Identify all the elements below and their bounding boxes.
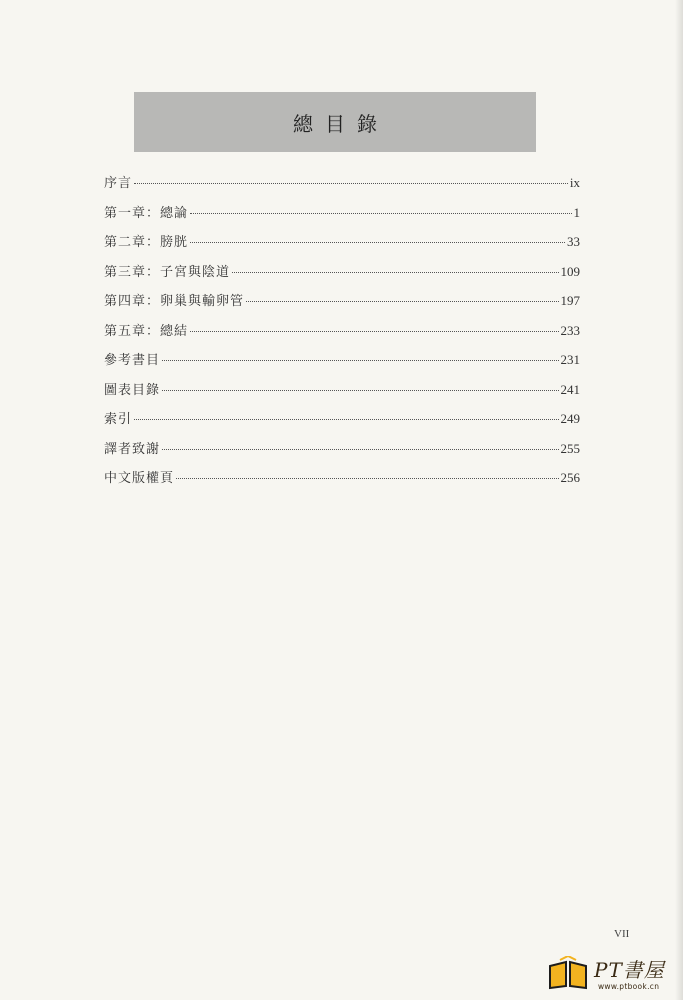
toc-entry	[104, 349, 580, 379]
toc-entry-page: ix	[569, 175, 580, 190]
toc-entry-label: 第三章：子宮與陰道	[104, 264, 231, 280]
toc-entry-page: 256	[560, 470, 580, 485]
toc-entry	[104, 408, 580, 438]
page-number: VII	[614, 928, 630, 940]
page-title: 總目錄	[293, 111, 389, 136]
toc-entry	[104, 320, 580, 350]
toc-dot-leader	[176, 478, 558, 479]
toc-entry-page: 233	[560, 322, 580, 338]
watermark-brand: PT書屋	[594, 958, 665, 982]
toc-dot-leader	[162, 360, 558, 361]
toc-entry-label: 第一章：總論	[104, 205, 189, 221]
toc-entry-label: 索引	[104, 412, 133, 427]
toc-entry	[104, 379, 580, 409]
watermark-url: www.ptbook.cn	[598, 982, 660, 991]
toc-entry	[104, 467, 580, 497]
toc-entry	[104, 261, 580, 291]
toc-entry	[104, 202, 580, 232]
toc-entry	[104, 231, 580, 261]
toc-dot-leader	[232, 272, 558, 273]
toc-entry-label: 譯者致謝	[104, 441, 161, 457]
toc-entry-page: 241	[560, 381, 580, 397]
toc-entry	[104, 438, 580, 468]
toc-entry-page: 231	[560, 352, 580, 367]
toc-entry-label: 第四章：卵巢與輸卵管	[104, 294, 245, 309]
toc-entry-label: 參考書目	[104, 353, 161, 368]
toc-entry-label: 圖表目錄	[104, 382, 161, 398]
publisher-watermark	[548, 950, 676, 996]
toc-entry-page: 1	[573, 204, 580, 220]
toc-dot-leader	[190, 331, 558, 332]
toc-entry-page: 255	[560, 440, 580, 456]
toc-entry-label: 第五章：總結	[104, 323, 189, 339]
toc-dot-leader	[162, 390, 558, 391]
toc-dot-leader	[134, 419, 558, 420]
toc-entry	[104, 290, 580, 320]
toc-entry-label: 第二章：膀胱	[104, 235, 189, 250]
page-edge-shadow	[675, 0, 683, 1000]
toc-entry	[104, 172, 580, 202]
toc-dot-leader	[134, 183, 568, 184]
toc-entry-label: 中文版權頁	[104, 471, 175, 486]
title-banner	[134, 92, 536, 152]
toc-entry-page: 197	[560, 293, 580, 308]
toc-entry-page: 249	[560, 411, 580, 426]
toc-dot-leader	[162, 449, 558, 450]
toc-dot-leader	[190, 213, 571, 214]
table-of-contents	[104, 172, 580, 497]
toc-dot-leader	[246, 301, 558, 302]
toc-entry-label: 序言	[104, 176, 133, 191]
toc-dot-leader	[190, 242, 565, 243]
toc-entry-page: 109	[560, 263, 580, 279]
toc-entry-page: 33	[567, 234, 580, 249]
open-book-logo-icon	[548, 956, 588, 990]
